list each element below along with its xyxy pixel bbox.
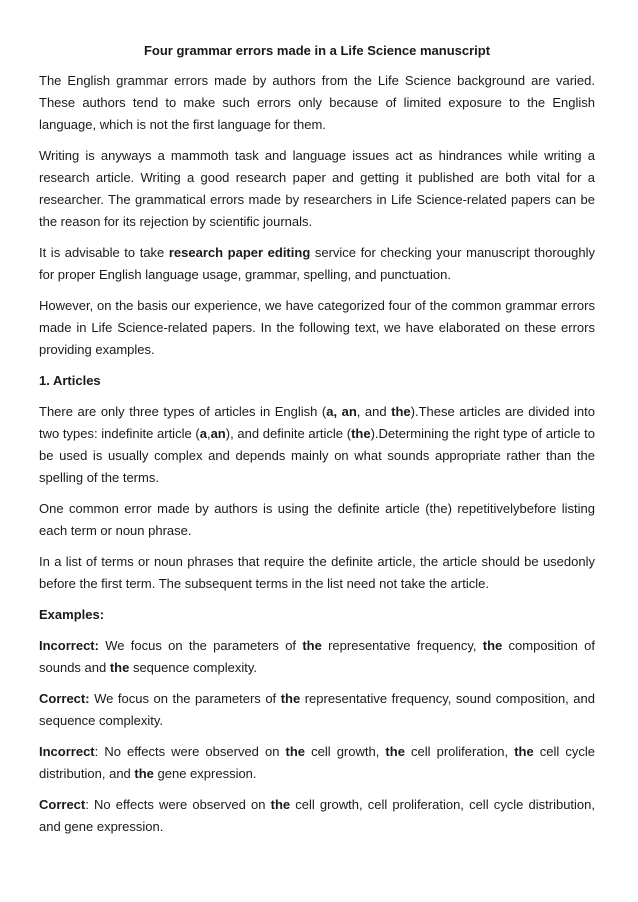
text-run: We focus on the parameters of (98, 638, 303, 653)
text-run: There are only three types of articles in English ( (39, 404, 327, 419)
text-run: cell proliferation, (404, 744, 515, 759)
text-run: service for checking your manuscript thoroughly for proper English language usage, grammar, spelling, and punctuation. (39, 245, 595, 282)
bold-text: the (285, 744, 306, 759)
text-run: representative frequency, sound composition, and sequence complexity. (39, 691, 595, 728)
example-incorrect-1 (39, 635, 595, 679)
example-incorrect-2 (39, 741, 595, 785)
section-heading: 1. Articles (39, 373, 101, 388)
bold-text: the (270, 797, 291, 812)
bold-text: the (302, 638, 322, 653)
text-run: : No effects were observed on (94, 744, 286, 759)
text-run: ).These articles are divided into two types: indefinite article ( (39, 404, 595, 441)
bold-text: the (351, 426, 371, 441)
paragraph-writing: Writing is anyways a mammoth task and language issues act as hindrances while writing a research article. Writing a good research paper and getting it published are both vital for a researcher. The grammatical errors made by researchers in Life Science-related papers can be the reason for its rejection by scientific journals. (39, 148, 595, 229)
text-run: , and (356, 404, 392, 419)
page-title: Four grammar errors made in a Life Science manuscript (143, 43, 491, 58)
example-label: Incorrect (39, 744, 95, 759)
text-run: gene expression. (153, 766, 257, 781)
text-run: ), and definite article ( (225, 426, 352, 441)
bold-text: the (391, 404, 411, 419)
bold-text: the (514, 744, 534, 759)
text-run: cell growth, (305, 744, 386, 759)
text-run: cell growth, cell proliferation, cell cycle distribution, and gene expression. (39, 797, 595, 834)
example-label: Correct: (39, 691, 90, 706)
text-run: representative frequency, (321, 638, 483, 653)
paragraph-articles (39, 401, 595, 489)
text-run: ).Determining the right type of article to be used is usually complex and depends mainly on what sounds appropriate rather than the spelling of the terms. (39, 426, 596, 485)
text-run: : No effects were observed on (85, 797, 271, 812)
bold-text: the (109, 660, 130, 675)
bold-text: the (385, 744, 405, 759)
bold-text: research paper editing (168, 245, 311, 260)
bold-text: a, an (326, 404, 357, 419)
bold-text: an (210, 426, 226, 441)
paragraph-experience: However, on the basis our experience, we have categorized four of the common grammar errors made in Life Science-related papers. In the following text, we have elaborated on these errors providing examples. (39, 298, 595, 357)
text-run: , (206, 426, 211, 441)
paragraph-rule: In a list of terms or noun phrases that require the definite article, the article should be usedonly before the first term. The subsequent terms in the list need not take the article. (39, 554, 595, 591)
text-run: composition of sounds and (39, 638, 596, 675)
paragraph-advice (39, 242, 595, 286)
paragraph-intro: The English grammar errors made by authors from the Life Science background are varied. These authors tend to make such errors only because of limited exposure to the English language, which is not the first language for them. (39, 73, 595, 132)
text-run: cell cycle distribution, and (39, 744, 596, 781)
bold-text: the (482, 638, 503, 653)
bold-text: a (199, 426, 207, 441)
text-run: sequence complexity. (129, 660, 258, 675)
example-label: Incorrect: (39, 638, 99, 653)
example-correct-2 (39, 794, 595, 838)
paragraph-common-error: One common error made by authors is using the definite article (the) repetitivelybefore listing each term or noun phrase. (39, 501, 595, 538)
example-correct-1 (39, 688, 595, 732)
text-run: It is advisable to take (39, 245, 169, 260)
examples-heading: Examples: (39, 607, 105, 622)
bold-text: the (134, 766, 154, 781)
text-run: We focus on the parameters of (89, 691, 281, 706)
example-label: Correct (39, 797, 86, 812)
bold-text: the (280, 691, 301, 706)
